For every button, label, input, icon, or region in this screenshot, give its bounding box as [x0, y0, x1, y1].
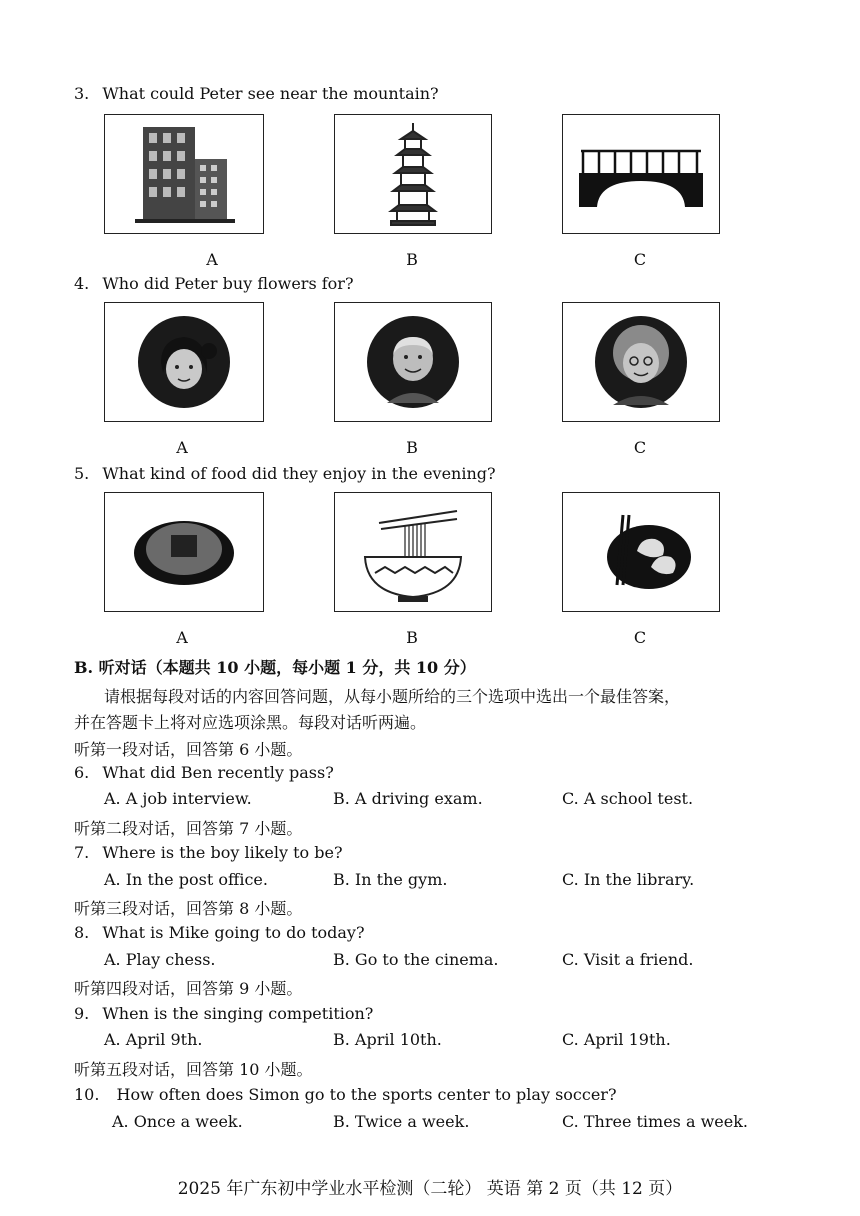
dialogue-intro-3: 听第三段对话，回答第 8 小题。	[74, 899, 303, 918]
option-letter-5c: C	[633, 628, 647, 647]
option-8c[interactable]: C. Visit a friend.	[562, 950, 694, 969]
question-6	[74, 763, 334, 782]
question-number: 8.	[74, 923, 90, 942]
option-9b[interactable]: B. April 10th.	[333, 1030, 442, 1049]
option-image-5c[interactable]	[562, 492, 720, 612]
question-4	[74, 274, 354, 293]
dialogue-intro-5: 听第五段对话，回答第 10 小题。	[74, 1060, 313, 1079]
question-text: How often does Simon go to the sports center to play soccer?	[116, 1085, 617, 1104]
option-image-4b[interactable]	[334, 302, 492, 422]
option-letter-3b: B	[406, 250, 418, 269]
question-text: What did Ben recently pass?	[102, 763, 334, 782]
option-8a[interactable]: A. Play chess.	[104, 950, 216, 969]
section-b-instruction-1: 请根据每段对话的内容回答问题，从每小题所给的三个选项中选出一个最佳答案，	[104, 687, 681, 706]
option-10c[interactable]: C. Three times a week.	[562, 1112, 749, 1131]
question-text: Where is the boy likely to be?	[102, 843, 343, 862]
option-image-5a[interactable]	[104, 492, 264, 612]
option-image-5b[interactable]	[334, 492, 492, 612]
option-letter-5b: B	[406, 628, 418, 647]
noodles-bowl-icon	[335, 493, 491, 611]
question-number: 5.	[74, 464, 90, 483]
question-5	[74, 464, 496, 483]
option-image-3c[interactable]	[562, 114, 720, 234]
question-10	[74, 1085, 617, 1104]
dialogue-intro-4: 听第四段对话，回答第 9 小题。	[74, 979, 303, 998]
question-text: Who did Peter buy flowers for?	[102, 274, 354, 293]
buildings-icon	[105, 115, 263, 233]
question-7	[74, 843, 343, 862]
option-7a[interactable]: A. In the post office.	[104, 870, 268, 889]
question-3	[74, 84, 439, 103]
question-number: 10.	[74, 1085, 100, 1104]
mooncake-icon	[105, 493, 263, 611]
question-number: 7.	[74, 843, 90, 862]
question-number: 9.	[74, 1004, 90, 1023]
option-letter-4c: C	[633, 438, 647, 457]
section-b-instruction-2: 并在答题卡上将对应选项涂黑。每段对话听两遍。	[74, 713, 427, 732]
question-text: What is Mike going to do today?	[102, 923, 365, 942]
bridge-icon	[563, 115, 719, 233]
dialogue-intro-1: 听第一段对话，回答第 6 小题。	[74, 740, 303, 759]
pagoda-icon	[335, 115, 491, 233]
option-letter-3c: C	[633, 250, 647, 269]
option-6c[interactable]: C. A school test.	[562, 789, 694, 808]
grandma-portrait-icon	[563, 303, 719, 421]
option-image-3b[interactable]	[334, 114, 492, 234]
option-10a[interactable]: A. Once a week.	[112, 1112, 243, 1131]
option-7c[interactable]: C. In the library.	[562, 870, 695, 889]
option-8b[interactable]: B. Go to the cinema.	[333, 950, 499, 969]
question-9	[74, 1004, 373, 1023]
option-letter-3a: A	[206, 250, 218, 269]
question-text: When is the singing competition?	[102, 1004, 374, 1023]
option-10b[interactable]: B. Twice a week.	[333, 1112, 470, 1131]
option-image-4c[interactable]	[562, 302, 720, 422]
option-letter-5a: A	[176, 628, 188, 647]
page-footer: 2025 年广东初中学业水平检测（二轮） 英语 第 2 页（共 12 页）	[177, 1179, 683, 1199]
question-8	[74, 923, 365, 942]
option-7b[interactable]: B. In the gym.	[333, 870, 448, 889]
dialogue-intro-2: 听第二段对话，回答第 7 小题。	[74, 819, 303, 838]
question-number: 6.	[74, 763, 90, 782]
option-6b[interactable]: B. A driving exam.	[333, 789, 483, 808]
dumplings-plate-icon	[563, 493, 719, 611]
option-9c[interactable]: C. April 19th.	[562, 1030, 671, 1049]
question-text: What kind of food did they enjoy in the evening?	[102, 464, 496, 483]
girl-portrait-icon	[105, 303, 263, 421]
option-image-4a[interactable]	[104, 302, 264, 422]
grandpa-portrait-icon	[335, 303, 491, 421]
question-number: 4.	[74, 274, 90, 293]
option-letter-4b: B	[406, 438, 418, 457]
question-text: What could Peter see near the mountain?	[102, 84, 439, 103]
option-letter-4a: A	[176, 438, 188, 457]
option-9a[interactable]: A. April 9th.	[104, 1030, 203, 1049]
option-image-3a[interactable]	[104, 114, 264, 234]
section-b-heading: B. 听对话（本题共 10 小题，每小题 1 分，共 10 分）	[74, 658, 476, 677]
option-6a[interactable]: A. A job interview.	[104, 789, 252, 808]
question-number: 3.	[74, 84, 90, 103]
